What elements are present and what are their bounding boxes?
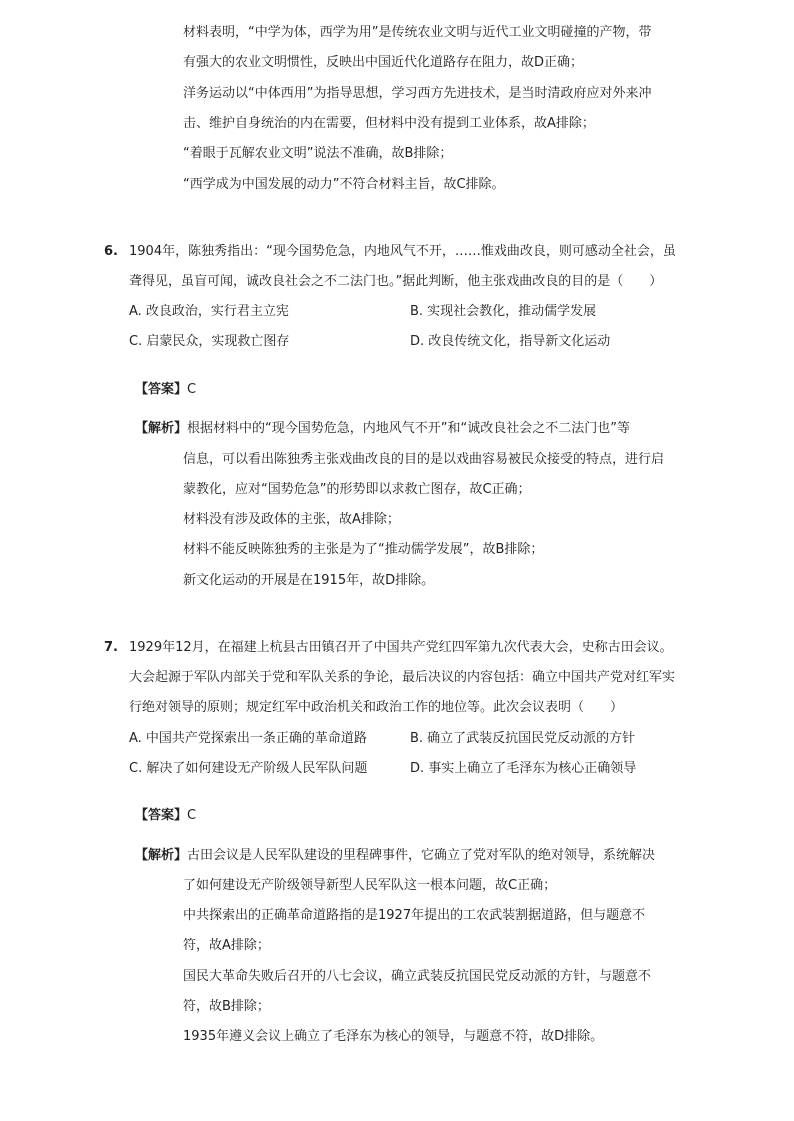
question-number: 6. [104, 244, 118, 259]
question-stem-line: 大会起源于军队内部关于党和军队关系的争论，最后决议的内容包括：确立中国共产党对红军实 [129, 670, 676, 685]
analysis-line: 蒙教化，应对“国势危急”的形势即以求救亡图存，故C正确； [183, 482, 531, 497]
question-stem-line: 1904年，陈独秀指出：“现今国势危急，内地风气不开，……惟戏曲改良，则可感动全社会，虽 [129, 244, 676, 259]
analysis-first-line [135, 420, 630, 438]
option-a: A. 中国共产党探索出一条正确的革命道路 [129, 731, 367, 746]
prev-explanation-line: 洋务运动以“中体西用”为指导思想，学习西方先进技术，是当时清政府应对外来冲 [183, 86, 652, 101]
analysis-first-line [135, 847, 655, 865]
analysis-label: 【解析】 [135, 421, 188, 436]
analysis-line: 1935年遵义会议上确立了毛泽东为核心的领导，与题意不符，故D排除。 [183, 1029, 604, 1044]
option-d: D. 事实上确立了毛泽东为核心正确领导 [410, 761, 637, 776]
analysis-line: 信息，可以看出陈独秀主张戏曲改良的目的是以戏曲容易被民众接受的特点，进行启 [183, 452, 665, 467]
option-c: C. 启蒙民众，实现救亡图存 [129, 334, 290, 349]
answer-value: C [187, 382, 197, 397]
analysis-text: 古田会议是人民军队建设的里程碑事件，它确立了党对军队的绝对领导，系统解决 [187, 848, 656, 863]
answer-row [135, 381, 196, 399]
option-b: B. 确立了武装反抗国民党反动派的方针 [410, 731, 636, 746]
prev-explanation-line: 有强大的农业文明惯性，反映出中国近代化道路存在阻力，故D正确； [183, 55, 584, 70]
question-stem-line: 1929年12月，在福建上杭县古田镇召开了中国共产党红四军第九次代表大会，史称古田会议。 [129, 640, 673, 655]
analysis-text: 根据材料中的“现今国势危急，内地风气不开”和“诚改良社会之不二法门也”等 [187, 421, 630, 436]
analysis-line: 材料没有涉及政体的主张，故A排除； [183, 512, 400, 527]
analysis-label: 【解析】 [135, 848, 188, 863]
answer-row [135, 807, 196, 825]
question-number: 7. [104, 640, 118, 655]
option-c: C. 解决了如何建设无产阶级人民军队问题 [129, 761, 368, 776]
option-d: D. 改良传统文化，指导新文化运动 [410, 334, 611, 349]
analysis-line: 符，故B排除； [183, 999, 270, 1014]
answer-label: 【答案】 [135, 382, 188, 397]
prev-explanation-line: “着眼于瓦解农业文明”说法不准确，故B排除； [183, 146, 453, 161]
option-a: A. 改良政治，实行君主立宪 [129, 304, 289, 319]
prev-explanation-line: 材料表明，“中学为体，西学为用”是传统农业文明与近代工业文明碰撞的产物，带 [183, 25, 652, 40]
option-b: B. 实现社会教化，推动儒学发展 [410, 304, 597, 319]
analysis-line: 中共探索出的正确革命道路指的是1927年提出的工农武装割据道路，但与题意不 [183, 908, 646, 923]
prev-explanation-line: 击、维护自身统治的内在需要，但材料中没有提到工业体系，故A排除； [183, 116, 595, 131]
analysis-line: 了如何建设无产阶级领导新型人民军队这一根本问题，故C正确； [183, 878, 557, 893]
analysis-line: 符，故A排除； [183, 938, 270, 953]
question-stem-line: 聋得见，虽盲可闻，诚改良社会之不二法门也。”据此判断，他主张戏曲改良的目的是（ ） [129, 274, 663, 289]
prev-explanation-line: “西学成为中国发展的动力”不符合材料主旨，故C排除。 [183, 177, 505, 192]
analysis-line: 材料不能反映陈独秀的主张是为了“推动儒学发展”，故B排除； [183, 542, 544, 557]
question-stem-line: 行绝对领导的原则；规定红军中政治机关和政治工作的地位等。此次会议表明（ ） [129, 700, 624, 715]
answer-value: C [187, 808, 197, 823]
answer-label: 【答案】 [135, 808, 188, 823]
analysis-line: 新文化运动的开展是在1915年，故D排除。 [183, 573, 435, 588]
analysis-line: 国民大革命失败后召开的八七会议，确立武装反抗国民党反动派的方针，与题意不 [183, 969, 652, 984]
